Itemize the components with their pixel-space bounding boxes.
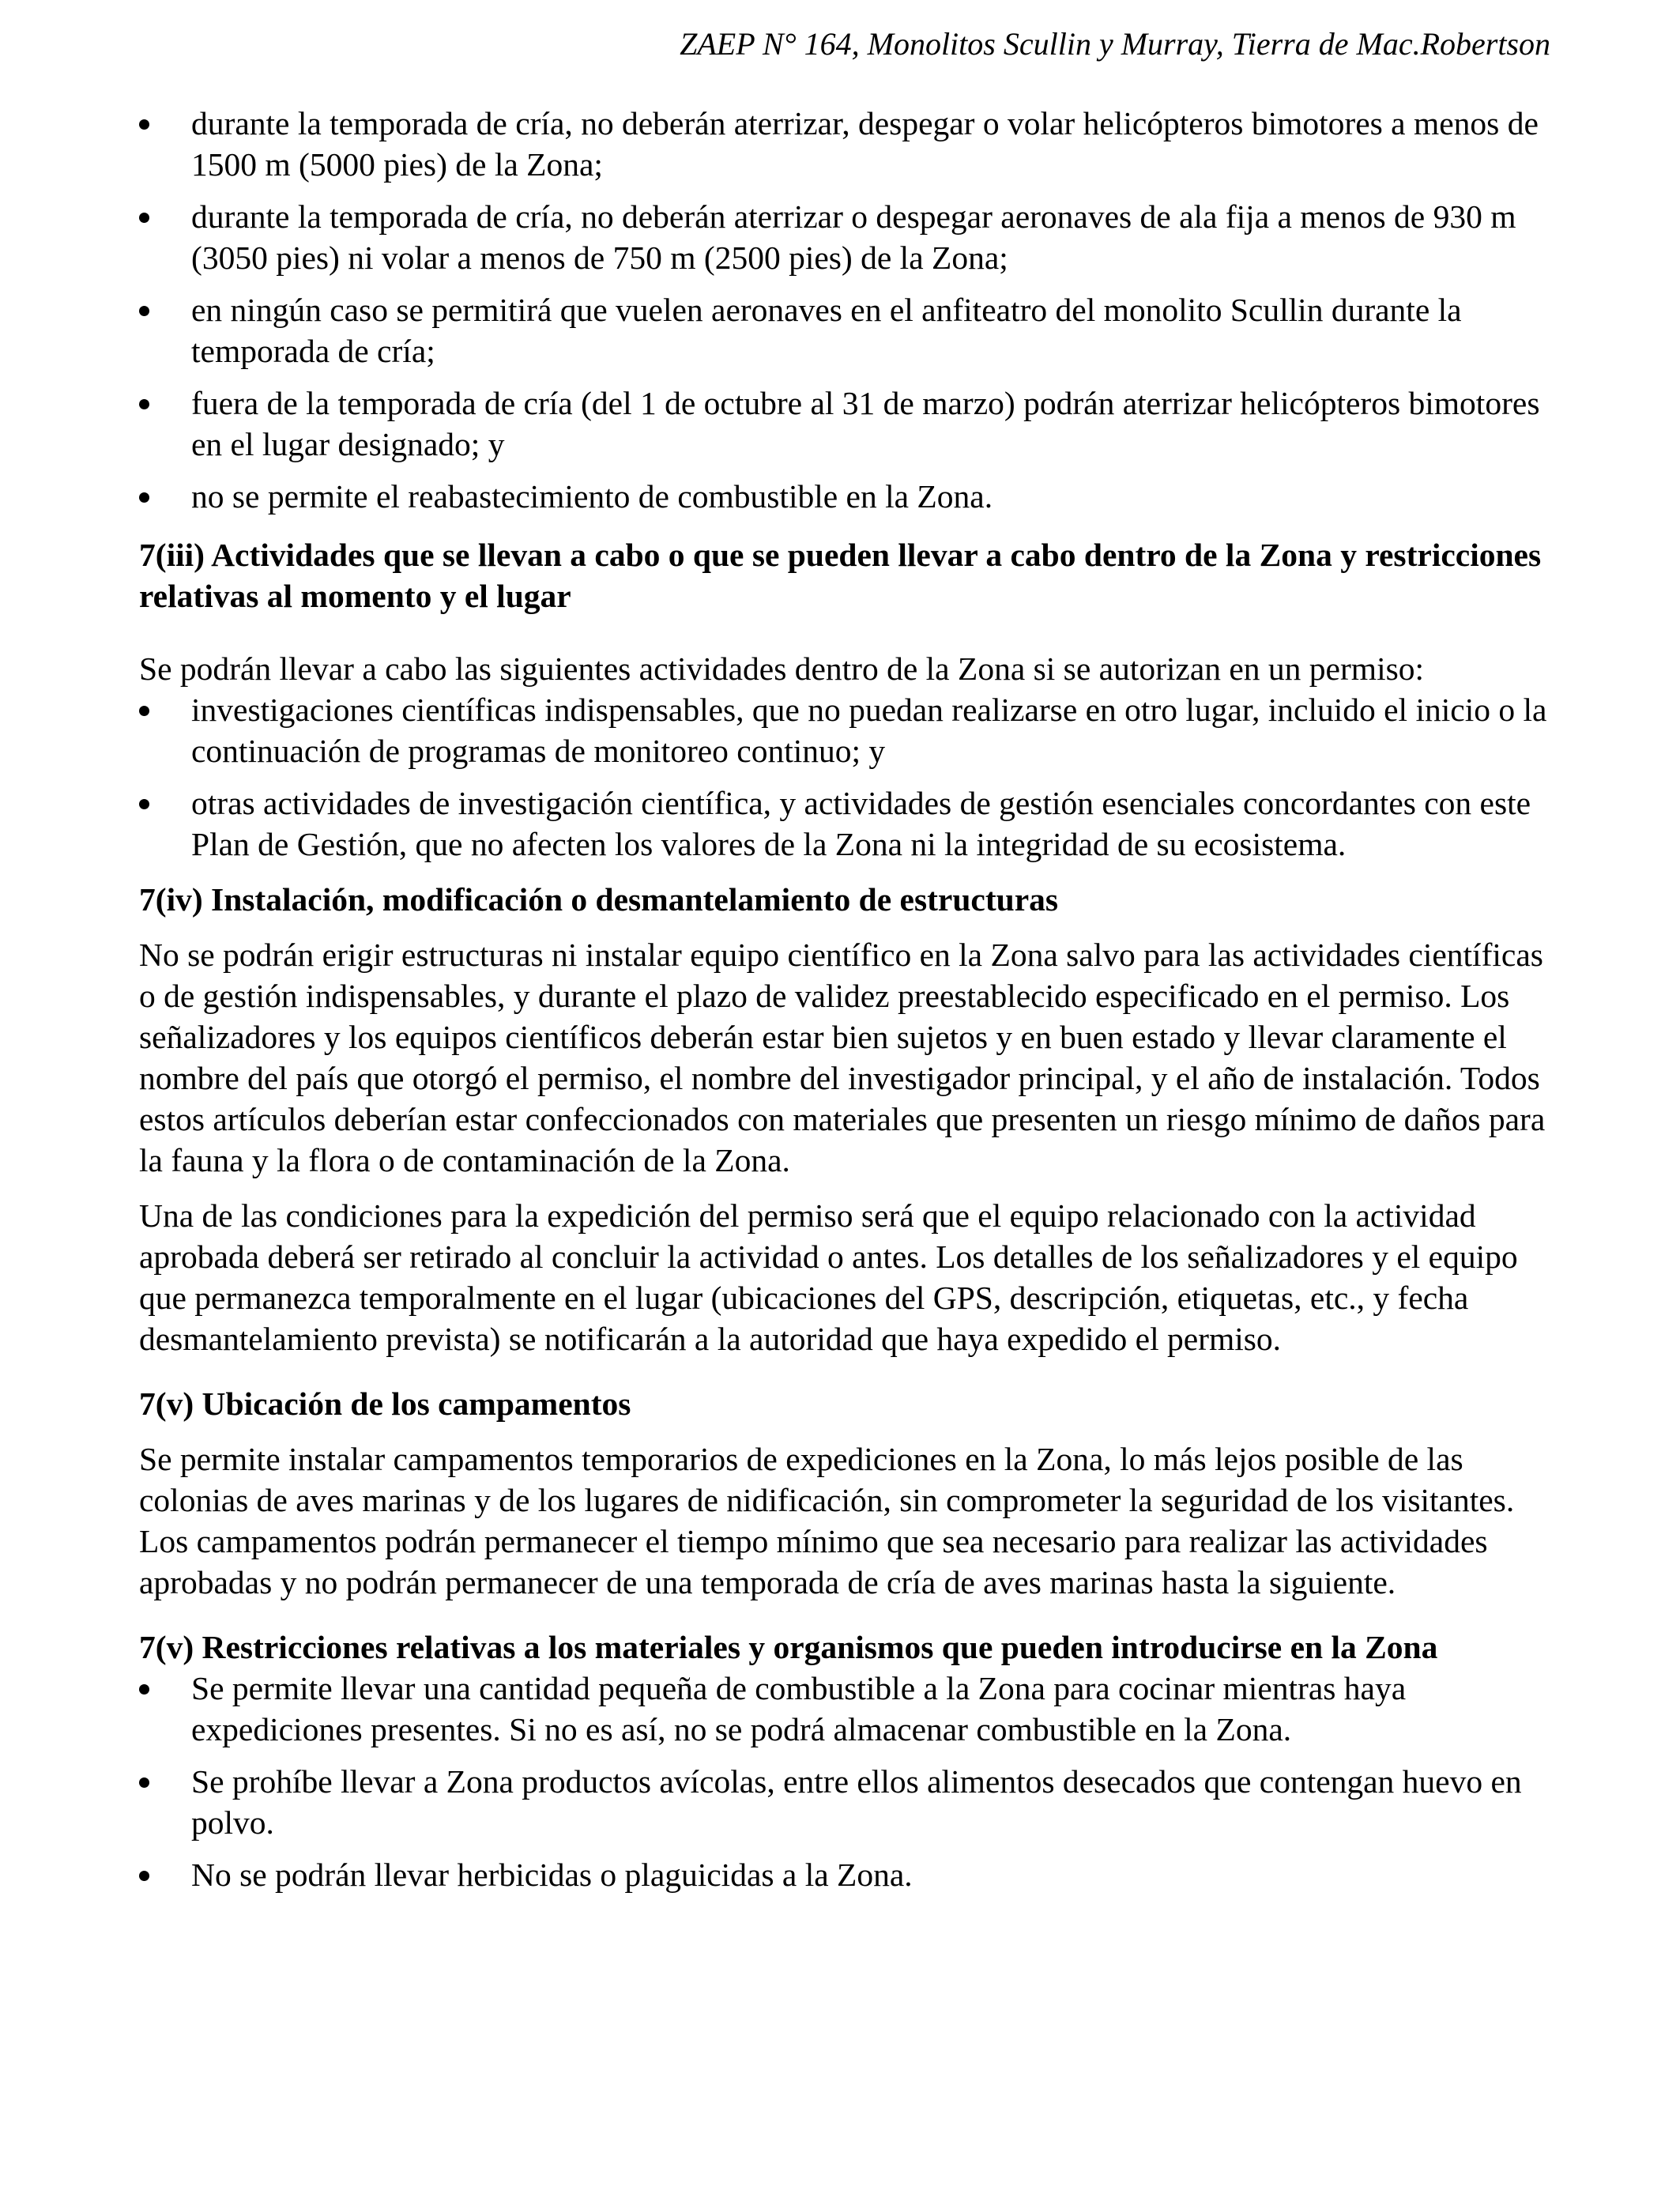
section-heading-7v-materials: 7(v) Restricciones relativas a los materiales y organismos que pueden introducirse en la Zona: [139, 1629, 1438, 1665]
section-heading-7iii: 7(iii) Actividades que se llevan a cabo o que se pueden llevar a cabo dentro de la Zona y restricciones relativas al momento y el lugar: [139, 537, 1542, 614]
bullet-icon: [139, 689, 163, 730]
list-item: [139, 103, 1561, 185]
section-heading-7v-camps: 7(v) Ubicación de los campamentos: [139, 1385, 631, 1422]
bullet-icon: [139, 289, 163, 330]
list-item-text: Se prohíbe llevar a Zona productos avícolas, entre ellos alimentos desecados que contengan huevo en polvo.: [191, 1763, 1522, 1841]
bullet-icon: [139, 383, 163, 424]
bullet-icon: [139, 196, 163, 237]
list-item: [139, 1761, 1561, 1843]
list-item: [139, 782, 1561, 865]
bullet-icon: [139, 782, 163, 824]
page-content: [139, 103, 1561, 1906]
aircraft-restrictions-list: [139, 103, 1561, 517]
bullet-icon: [139, 1761, 163, 1802]
list-item: [139, 196, 1561, 278]
list-item: [139, 476, 1561, 517]
list-item-text: no se permite el reabastecimiento de combustible en la Zona.: [191, 478, 993, 515]
list-item-text: No se podrán llevar herbicidas o plaguicidas a la Zona.: [191, 1857, 913, 1893]
bullet-icon: [139, 103, 163, 144]
section-7v-camps-paragraph: Se permite instalar campamentos temporarios de expediciones en la Zona, lo más lejos posible de las colonias de aves marinas y de los lugares de nidificación, sin comprometer la seguridad de los visitantes. Los campamentos podrán permanecer el tiempo mínimo que sea necesario para realizar las actividades aprobadas y no podrán permanecer de una temporada de cría de aves marinas hasta la siguiente.: [139, 1441, 1515, 1600]
running-header: ZAEP N° 164, Monolitos Scullin y Murray, Tierra de Mac.Robertson: [680, 26, 1550, 62]
section-7iv-paragraph-1: No se podrán erigir estructuras ni instalar equipo científico en la Zona salvo para las actividades científicas o de gestión indispensables, y durante el plazo de validez preestablecido especificado en el permiso. Los señalizadores y los equipos científicos deberán estar bien sujetos y en buen estado y llevar claramente el nombre del país que otorgó el permiso, el nombre del investigador principal, y el año de instalación. Todos estos artículos deberían estar confeccionados con materiales que presenten un riesgo mínimo de daños para la fauna y la flora o de contaminación de la Zona.: [139, 937, 1546, 1178]
list-item-text: Se permite llevar una cantidad pequeña de combustible a la Zona para cocinar mientras haya expediciones presentes. Si no es así, no se podrá almacenar combustible en la Zona.: [191, 1670, 1407, 1747]
section-heading-7iv: 7(iv) Instalación, modificación o desmantelamiento de estructuras: [139, 881, 1059, 918]
list-item-text: fuera de la temporada de cría (del 1 de octubre al 31 de marzo) podrán aterrizar helicópteros bimotores en el lugar designado; y: [191, 385, 1540, 462]
bullet-icon: [139, 1854, 163, 1895]
list-item-text: en ningún caso se permitirá que vuelen aeronaves en el anfiteatro del monolito Scullin durante la temporada de cría;: [191, 292, 1462, 369]
materials-restrictions-list: [139, 1668, 1561, 1895]
list-item: [139, 289, 1561, 371]
list-item-text: otras actividades de investigación científica, y actividades de gestión esenciales concordantes con este Plan de Gestión, que no afecten los valores de la Zona ni la integridad de su ecosistema.: [191, 785, 1531, 862]
list-item-text: investigaciones científicas indispensables, que no puedan realizarse en otro lugar, incluido el inicio o la continuación de programas de monitoreo continuo; y: [191, 692, 1547, 769]
list-item: [139, 1854, 1561, 1895]
bullet-icon: [139, 1668, 163, 1709]
section-7iii-intro: Se podrán llevar a cabo las siguientes actividades dentro de la Zona si se autorizan en un permiso:: [139, 650, 1425, 687]
list-item: [139, 383, 1561, 465]
list-item: [139, 689, 1561, 771]
list-item-text: durante la temporada de cría, no deberán aterrizar, despegar o volar helicópteros bimotores a menos de 1500 m (5000 pies) de la Zona;: [191, 105, 1539, 183]
list-item: [139, 1668, 1561, 1750]
section-7iv-paragraph-2: Una de las condiciones para la expedición del permiso será que el equipo relacionado con la actividad aprobada deberá ser retirado al concluir la actividad o antes. Los detalles de los señalizadores y el equipo que permanezca temporalmente en el lugar (ubicaciones del GPS, descripción, etiquetas, etc., y fecha desmantelamiento prevista) se notificarán a la autoridad que haya expedido el permiso.: [139, 1197, 1518, 1357]
permitted-activities-list: [139, 689, 1561, 865]
bullet-icon: [139, 476, 163, 517]
list-item-text: durante la temporada de cría, no deberán aterrizar o despegar aeronaves de ala fija a menos de 930 m (3050 pies) ni volar a menos de 750 m (2500 pies) de la Zona;: [191, 198, 1516, 276]
